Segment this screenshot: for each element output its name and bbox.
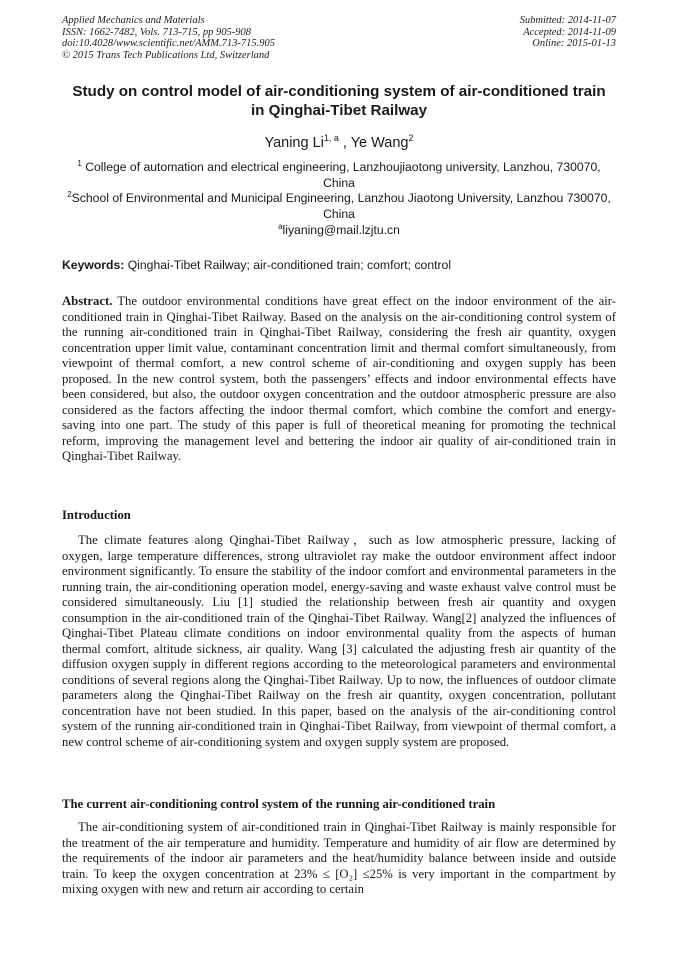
email-address[interactable]: liyaning@mail.lzjtu.cn bbox=[282, 223, 400, 238]
author-1-sup: 1, a bbox=[323, 133, 339, 143]
affiliation-1-sup: 1 bbox=[77, 159, 82, 168]
author-2-sup: 2 bbox=[408, 133, 414, 143]
online-date: Online: 2015-01-13 bbox=[532, 38, 616, 50]
issn-line: ISSN: 1662-7482, Vols. 713-715, pp 905-908 bbox=[62, 26, 251, 38]
abstract-text: The outdoor environmental conditions have great effect on the indoor environment of the air-conditioned train in Qinghai-Tibet Railway. Based on the analysis on the air-conditioning control system of the running air-conditioned train in Qinghai-Tibet Railway, considering the fresh air quantity, oxygen concentration upper limit value, contaminant concentration limit and thermal comfort simultaneously, from viewpoint of thermal comfort, a new control scheme of air-conditioning and oxygen supply has been proposed. In the new control system, both the passengers’ effects and indoor environmental effects have been considered, but also, the outdoor oxygen concentration and the outdoor atmospheric pressure are also considered as the factors affecting the indoor thermal comfort, which combine the comfort and energy-saving into one part. The study of this paper is full of theoretical meaning for promoting the technical reform, improving the management level and bettering the indoor air quality of air-conditioned train in Qinghai-Tibet Railway. bbox=[62, 294, 616, 463]
paper-title: Study on control model of air-conditioning system of air-conditioned train in Qinghai-Tibet Railway bbox=[72, 83, 606, 119]
author-line bbox=[0, 133, 678, 151]
email-sup: a bbox=[278, 222, 283, 231]
journal-name: Applied Mechanics and Materials bbox=[62, 15, 205, 26]
copyright-line: © 2015 Trans Tech Publications Ltd, Switzerland bbox=[62, 49, 270, 61]
section-heading-current-system: The current air-conditioning control system of the running air-conditioned train bbox=[62, 797, 496, 811]
abstract bbox=[62, 294, 616, 465]
affiliation-2-text: School of Environmental and Municipal Engineering, Lanzhou Jiaotong University, Lanzhou 730070, China bbox=[71, 191, 611, 221]
author-separator: , bbox=[338, 134, 351, 151]
author-email bbox=[0, 222, 678, 237]
abstract-label: Abstract. bbox=[62, 294, 113, 308]
journal-header-left bbox=[62, 15, 275, 61]
introduction-paragraph: The climate features along Qinghai-Tibet Railway，such as low atmospheric pressure, lacking of oxygen, large temperature differences, strong ultraviolet ray make the outdoor environment affect indoor environment significantly. To ensure the stability of the indoor comfort and environmental parameters in the running train, the air-conditioning operation model, energy-saving and waste exhaust valve control must be considered simultaneously. Liu [1] studied the relationship between fresh air quantity and oxygen consumption in the air-conditioned train of the Qinghai-Tibet Railway. Wang[2] analyzed the influences of Qinghai-Tibet Plateau climate conditions on indoor environmental quality from the aspects of human thermal comfort, altitude sickness, air quality. Wang [3] calculated the adjusting fresh air quantity of the diffusion oxygen supply in different regions according to the meteorological parameters and environmental conditions of several regions along the Qinghai-Tibet Railway. Up to now, the influences of outdoor climate parameters along the Qinghai-Tibet Railway on the fresh air quantity, oxygen concentration, pollutant concentration have not been studied. In this paper, based on the analysis of the air-conditioning control system of the running air-conditioned train in Qinghai-Tibet Railway, from viewpoint of thermal comfort, a new control scheme of air-conditioning system and oxygen supply system are proposed. bbox=[62, 533, 616, 749]
keywords-label: Keywords: bbox=[62, 258, 125, 272]
journal-header-right bbox=[520, 15, 616, 50]
keywords bbox=[62, 258, 618, 272]
keywords-text: Qinghai-Tibet Railway; air-conditioned train; comfort; control bbox=[127, 258, 452, 272]
doi-line: doi:10.4028/www.scientific.net/AMM.713-715.905 bbox=[62, 38, 275, 50]
affiliation-2-sup: 2 bbox=[67, 190, 72, 199]
author-2: Ye Wang bbox=[350, 134, 409, 151]
affiliation-1 bbox=[62, 156, 616, 191]
section-heading-introduction: Introduction bbox=[62, 508, 131, 522]
current-system-paragraph: The air-conditioning system of air-conditioned train in Qinghai-Tibet Railway is mainly responsible for the treatment of the air temperature and humidity. Temperature and humidity of air flow are determined by the requirements of the indoor air parameters and the heat/humidity balance between inside and outside train. To keep the oxygen concentration at 23% ≤ [O₂] ≤25% is very important in the compartment by mixing oxygen with new and return air according to certain bbox=[62, 820, 616, 896]
affiliation-2 bbox=[62, 187, 616, 222]
author-1: Yaning Li bbox=[264, 134, 324, 151]
affiliation-1-text: College of automation and electrical engineering, Lanzhoujiaotong university, Lanzhou, 730070, China bbox=[85, 160, 601, 190]
accepted-date: Accepted: 2014-11-09 bbox=[523, 26, 616, 38]
submitted-date: Submitted: 2014-11-07 bbox=[519, 15, 616, 26]
